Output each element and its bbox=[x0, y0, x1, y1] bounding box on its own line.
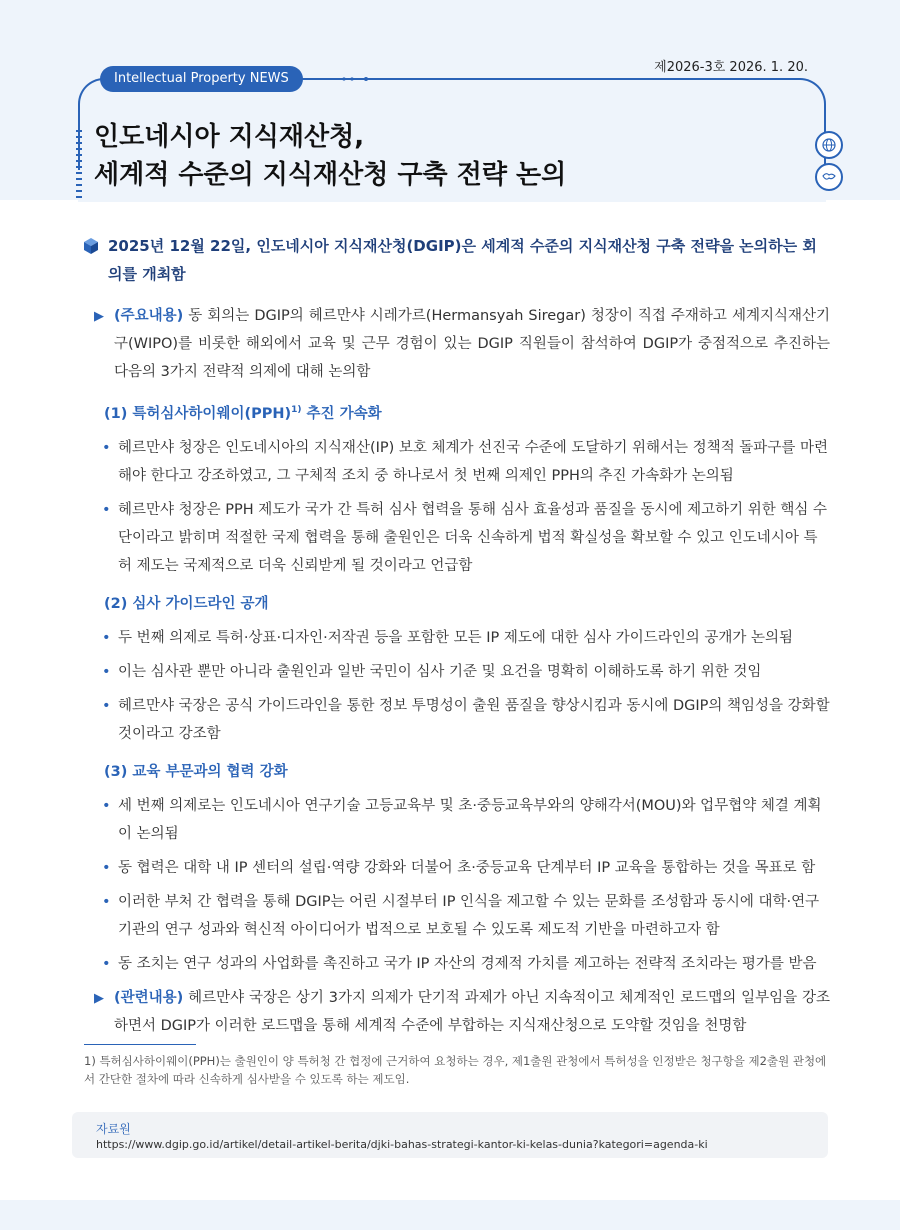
divider-dots bbox=[306, 77, 376, 81]
list-item: • 이는 심사관 뿐만 아니라 출원인과 일반 국민이 심사 기준 및 요건을 명확히 이해하도록 하기 위한 것임 bbox=[102, 663, 762, 680]
globe-icon bbox=[815, 131, 843, 159]
list-item: • 동 협력은 대학 내 IP 센터의 설립·역량 강화와 더불어 초·중등교육 단계부터 IP 교육을 통합하는 것을 목표로 함 bbox=[102, 859, 816, 876]
main-content-text: 동 회의는 DGIP의 헤르만샤 시레가르(Hermansyah Siregar) 청장이 직접 주재하고 세계지식재산기구(WIPO)를 비롯한 해외에서 교육 및 근무 경험이 있는 DGIP 직원들이 참석하여 DGIP가 중점적으로 추진하는 다음의 3가지 전략적 의제에 대해 논의함 bbox=[114, 308, 830, 380]
title-line-2: 세계적 수준의 지식재산청 구축 전략 논의 bbox=[94, 160, 567, 190]
article-body bbox=[84, 232, 830, 1040]
world-map-icon bbox=[815, 163, 843, 191]
source-box bbox=[72, 1112, 828, 1158]
list-item: • 헤르만샤 국장은 공식 가이드라인을 통한 정보 투명성이 출원 품질을 향상시킴과 동시에 DGIP의 책임성을 강화할 것이라고 강조함 bbox=[102, 697, 830, 742]
list-item: • 헤르만샤 청장은 인도네시아의 지식재산(IP) 보호 체계가 선진국 수준에 도달하기 위해서는 정책적 돌파구를 마련해야 한다고 강조하였고, 그 구체적 조치 중 하나로서 첫 번째 의제인 PPH의 추진 가속화가 논의됨 bbox=[102, 439, 828, 484]
series-label: Intellectual Property NEWS bbox=[100, 66, 303, 92]
related-content-tag: (관련내용) bbox=[114, 989, 184, 1006]
article-headline bbox=[84, 232, 830, 288]
issue-number: 제2026-3호 2026. 1. 20. bbox=[654, 60, 808, 75]
source-label: 자료원 bbox=[96, 1122, 131, 1136]
source-url[interactable]: https://www.dgip.go.id/artikel/detail-artikel-berita/djki-bahas-strategi-kantor-ki-kelas-dunia?kategori=agenda-ki bbox=[96, 1138, 708, 1151]
list-item: • 헤르만샤 청장은 PPH 제도가 국가 간 특허 심사 협력을 통해 심사 효율성과 품질을 동시에 제고하기 위한 핵심 수단이라고 밝히며 적절한 국제 협력을 통해 출원인은 더욱 신속하게 법적 확실성을 확보할 수 있고 인도네시아 특허 제도는 국제적으로 더욱 신뢰받게 될 것이라고 언급함 bbox=[102, 501, 828, 574]
footnote-divider bbox=[84, 1044, 196, 1045]
section-title-2: (2) 심사 가이드라인 공개 bbox=[104, 595, 269, 612]
footer-background bbox=[0, 1200, 900, 1230]
triangle-bullet-icon: ▶ bbox=[94, 309, 104, 324]
list-item: • 세 번째 의제로는 인도네시아 연구기술 고등교육부 및 초·중등교육부와의 양해각서(MOU)와 업무협약 체결 계획이 논의됨 bbox=[102, 797, 822, 842]
cube-icon bbox=[84, 238, 98, 254]
list-item: • 이러한 부처 간 협력을 통해 DGIP는 어린 시절부터 IP 인식을 제고할 수 있는 문화를 조성함과 동시에 대학·연구기관의 연구 성과와 혁신적 아이디어가 법적으로 보호될 수 있도록 제도적 기반을 마련하고자 함 bbox=[102, 893, 820, 938]
footnote-ref: 1) bbox=[291, 405, 302, 415]
page-title bbox=[94, 118, 566, 194]
footnote: 1) 특허심사하이웨이(PPH)는 출원인이 양 특허청 간 협정에 근거하여 요청하는 경우, 제1출원 관청에서 특허성을 인정받은 청구항을 제2출원 관청에서 간단한 절차에 따라 신속하게 심사받을 수 있도록 하는 제도임. bbox=[84, 1054, 827, 1086]
list-item: • 동 조치는 연구 성과의 사업화를 촉진하고 국가 IP 자산의 경제적 가치를 제고하는 전략적 조치라는 평가를 받음 bbox=[102, 955, 817, 972]
main-content-tag: (주요내용) bbox=[114, 308, 184, 324]
related-content-paragraph bbox=[84, 984, 830, 1040]
list-item: • 두 번째 의제로 특허·상표·디자인·저작권 등을 포함한 모든 IP 제도에 대한 심사 가이드라인의 공개가 논의됨 bbox=[102, 629, 794, 646]
main-content-paragraph bbox=[84, 302, 830, 386]
headline-text: 2025년 12월 22일, 인도네시아 지식재산청(DGIP)은 세계적 수준의 지식재산청 구축 전략을 논의하는 회의를 개최함 bbox=[108, 237, 817, 283]
title-line-1: 인도네시아 지식재산청, bbox=[94, 122, 365, 152]
section-title-3: (3) 교육 부문과의 협력 강화 bbox=[104, 763, 288, 780]
related-content-text: 헤르만샤 국장은 상기 3가지 의제가 단기적 과제가 아닌 지속적이고 체계적인 로드맵의 일부임을 강조하면서 DGIP가 이러한 로드맵을 통해 세계적 수준에 부합하는 지식재산청으로 도약할 것임을 천명함 bbox=[114, 989, 830, 1034]
frame-dots bbox=[76, 130, 82, 202]
triangle-bullet-icon: ▶ bbox=[94, 990, 104, 1006]
section-title-1: (1) 특허심사하이웨이(PPH)$^{1)}$ 추진 가속화 bbox=[104, 405, 382, 422]
